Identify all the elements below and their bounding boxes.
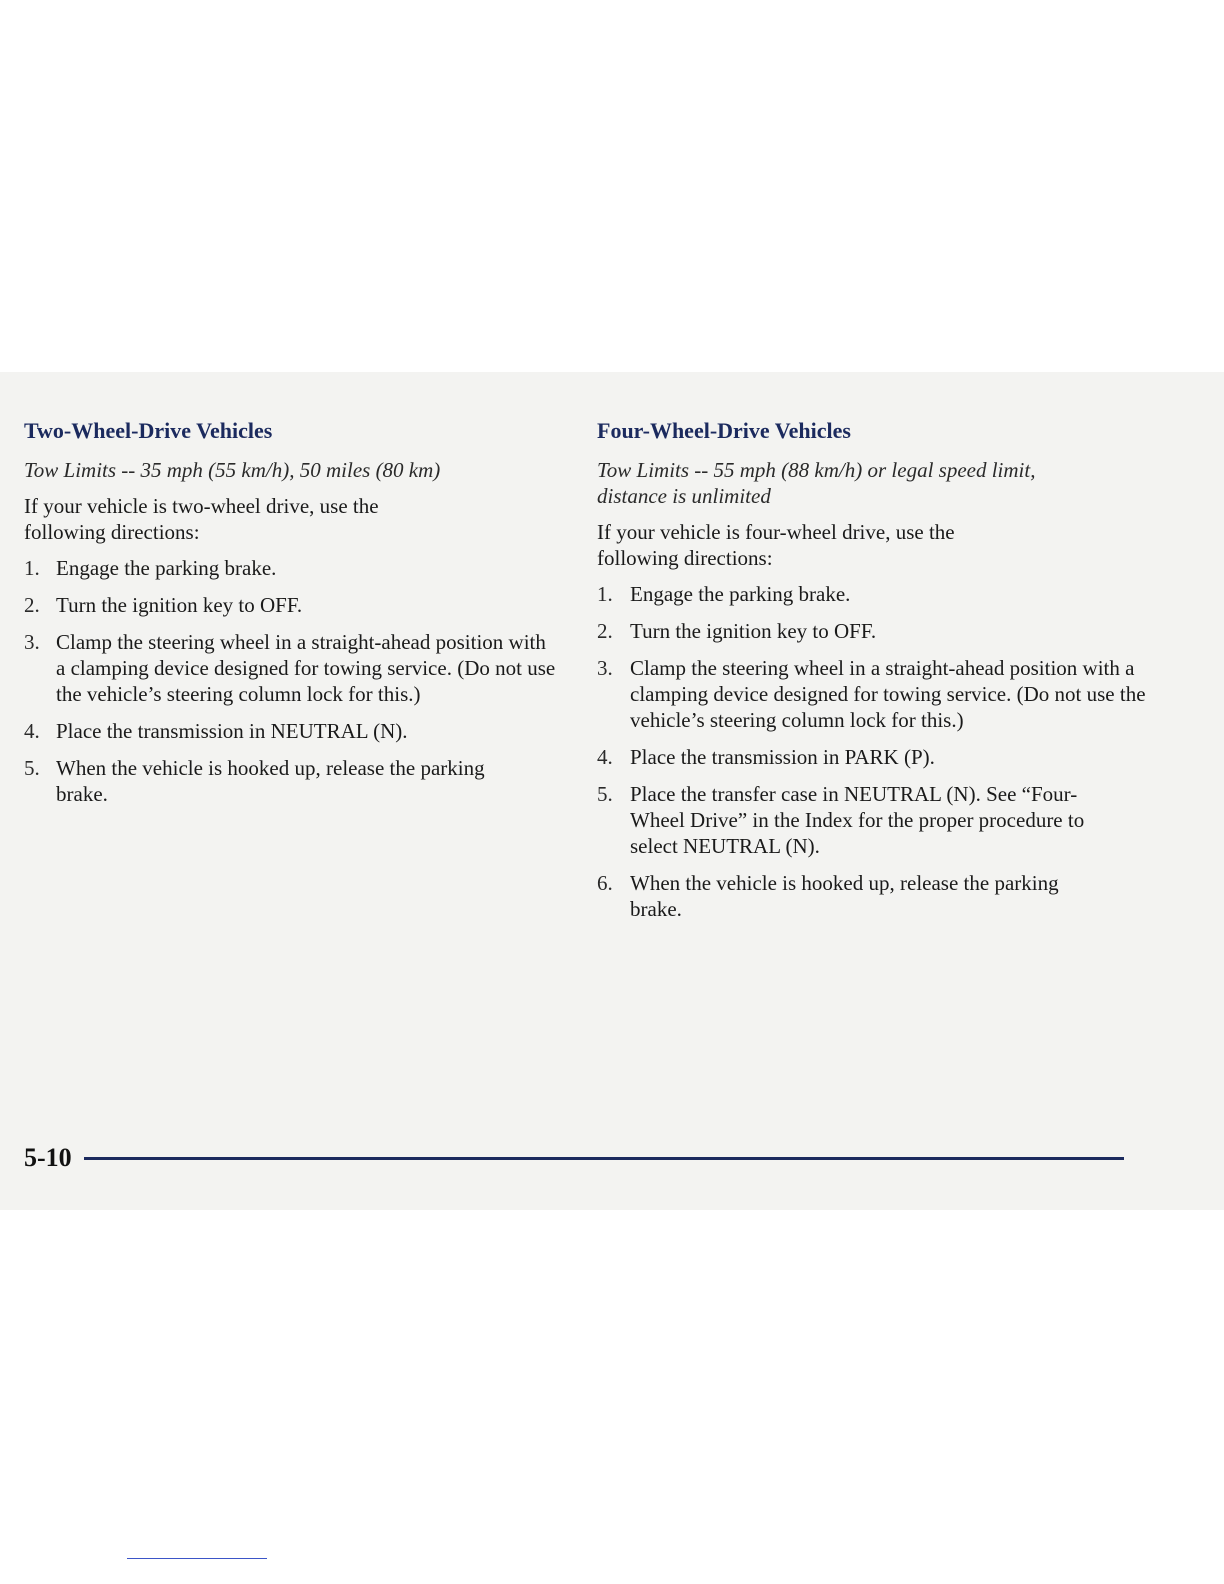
page-number: 5-10: [24, 1143, 72, 1172]
list-item: [597, 581, 1142, 607]
list-item: [24, 755, 496, 807]
step-text: When the vehicle is hooked up, release the parking brake.: [630, 871, 1059, 921]
list-item: [24, 555, 569, 581]
steps-list: [24, 555, 569, 807]
two-wheel-drive-section: [24, 418, 569, 818]
step-number: 5.: [24, 756, 40, 780]
list-item: [24, 629, 556, 707]
step-number: 2.: [597, 619, 613, 643]
list-item: [597, 870, 1070, 922]
step-number: 4.: [597, 745, 613, 769]
intro-text: If your vehicle is two-wheel drive, use the following directions:: [24, 494, 379, 544]
list-item: [597, 744, 1142, 770]
list-item: [24, 592, 569, 618]
four-wheel-drive-section: [597, 418, 1146, 933]
step-number: 6.: [597, 871, 613, 895]
intro-text: If your vehicle is four-wheel drive, use the following directions:: [597, 520, 955, 570]
step-text: Engage the parking brake.: [630, 582, 851, 606]
step-text: Clamp the steering wheel in a straight-ahead position with a clamping device designed for towing service. (Do not use the vehicle’s steering column lock for this.): [56, 630, 556, 706]
list-item: [597, 655, 1155, 733]
steps-list: [597, 581, 1146, 922]
step-number: 1.: [24, 556, 40, 580]
step-text: Place the transmission in PARK (P).: [630, 745, 935, 769]
step-text: Turn the ignition key to OFF.: [56, 593, 303, 617]
tow-limits: Tow Limits -- 55 mph (88 km/h) or legal speed limit, distance is unlimited: [597, 458, 1036, 508]
tow-limits: Tow Limits -- 35 mph (55 km/h), 50 miles (80 km): [24, 458, 441, 482]
step-text: Place the transmission in NEUTRAL (N).: [56, 719, 408, 743]
step-text: Turn the ignition key to OFF.: [630, 619, 877, 643]
footer-rule: [84, 1157, 1124, 1160]
step-text: Engage the parking brake.: [56, 556, 277, 580]
step-text: Clamp the steering wheel in a straight-ahead position with a clamping device designed for towing service. (Do not use the vehicle’s steering column lock for this.): [630, 656, 1146, 732]
step-number: 3.: [597, 656, 613, 680]
step-number: 4.: [24, 719, 40, 743]
step-number: 3.: [24, 630, 40, 654]
list-item: [597, 618, 1142, 644]
step-number: 5.: [597, 782, 613, 806]
step-text: When the vehicle is hooked up, release the parking brake.: [56, 756, 485, 806]
step-number: 1.: [597, 582, 613, 606]
bottom-divider: [127, 1558, 267, 1559]
step-text: Place the transfer case in NEUTRAL (N). See “Four-Wheel Drive” in the Index for the proper procedure to select NEUTRAL (N).: [630, 782, 1085, 858]
list-item: [24, 718, 569, 744]
section-heading: Two-Wheel-Drive Vehicles: [24, 418, 273, 443]
list-item: [597, 781, 1110, 859]
section-heading: Four-Wheel-Drive Vehicles: [597, 418, 851, 443]
step-number: 2.: [24, 593, 40, 617]
